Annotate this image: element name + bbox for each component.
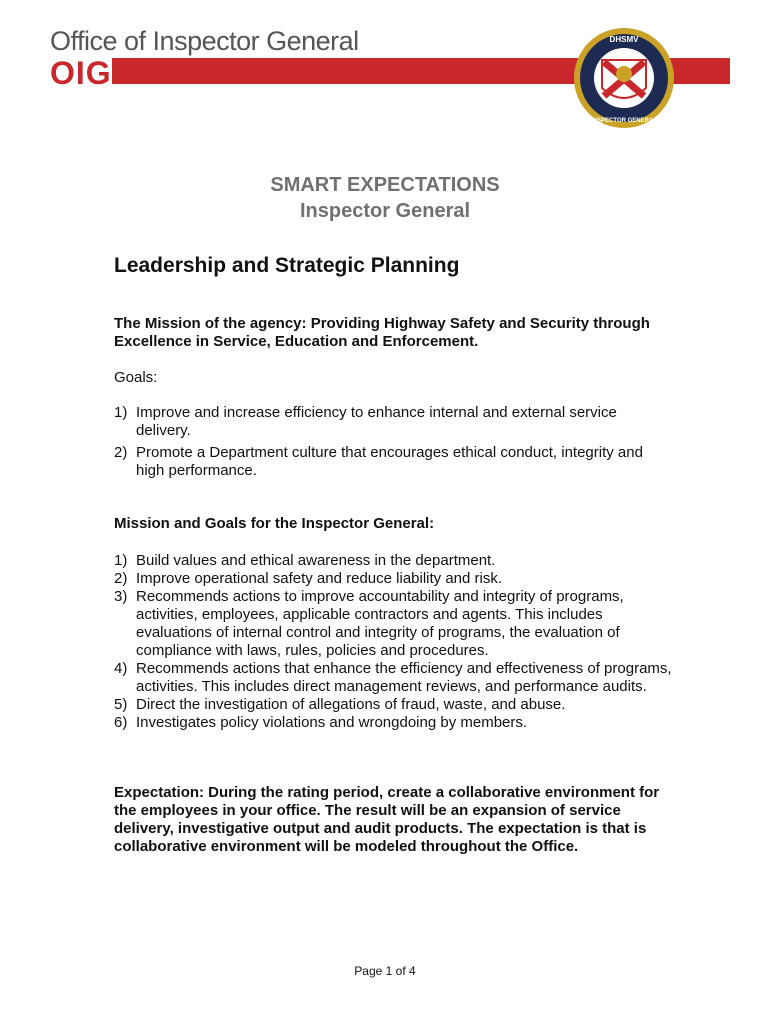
list-item: 6) Investigates policy violations and wrongdoing by members. xyxy=(114,714,528,731)
title-line-2: Inspector General xyxy=(299,200,471,222)
goals-label: Goals: xyxy=(114,369,158,386)
title-line-1: SMART EXPECTATIONS xyxy=(270,174,500,196)
list-item: 1) Improve and increase efficiency to enhance internal and external service delivery. xyxy=(114,404,617,439)
org-name: Office of Inspector General xyxy=(50,26,359,56)
seal-top-text: DHSMV xyxy=(609,35,639,44)
list-item: 4) Recommends actions that enhance the efficiency and effectiveness of programs, activities. This includes direct management reviews, and performance audits. xyxy=(114,660,672,695)
seal-bottom-text: INSPECTOR GENERAL xyxy=(591,118,657,124)
expectation-paragraph: Expectation: During the rating period, create a collaborative environment for the employees in your office. The result will be an expansion of service delivery, investigative output and audit products. The expectation is that is collaborative environment will be modeled throughout the Office. xyxy=(114,784,660,855)
ig-goals-list xyxy=(114,552,674,732)
list-item: 5) Direct the investigation of allegations of fraud, waste, and abuse. xyxy=(114,696,566,713)
mission-statement: The Mission of the agency: Providing Highway Safety and Security through Excellence in Service, Education and Enforcement. xyxy=(114,315,650,350)
ig-heading: Mission and Goals for the Inspector General: xyxy=(114,515,435,532)
list-item: 2) Promote a Department culture that encourages ethical conduct, integrity and high performance. xyxy=(114,444,643,479)
list-item: 3) Recommends actions to improve accountability and integrity of programs, activities, employees, applicable contractors and agents. This includes evaluations of internal control and integrity of programs, the evaluation of compliance with laws, rules, policies and procedures. xyxy=(114,588,624,659)
brand-logo: OIG xyxy=(50,55,112,91)
list-item: 1) Build values and ethical awareness in the department. xyxy=(114,552,496,569)
section-heading: Leadership and Strategic Planning xyxy=(114,254,460,277)
seal-icon xyxy=(572,18,676,138)
list-item: 2) Improve operational safety and reduce liability and risk. xyxy=(114,570,503,587)
page-number: Page 1 of 4 xyxy=(354,964,416,978)
document-title xyxy=(0,172,770,224)
goals-list xyxy=(114,404,674,480)
letterhead xyxy=(0,0,770,150)
